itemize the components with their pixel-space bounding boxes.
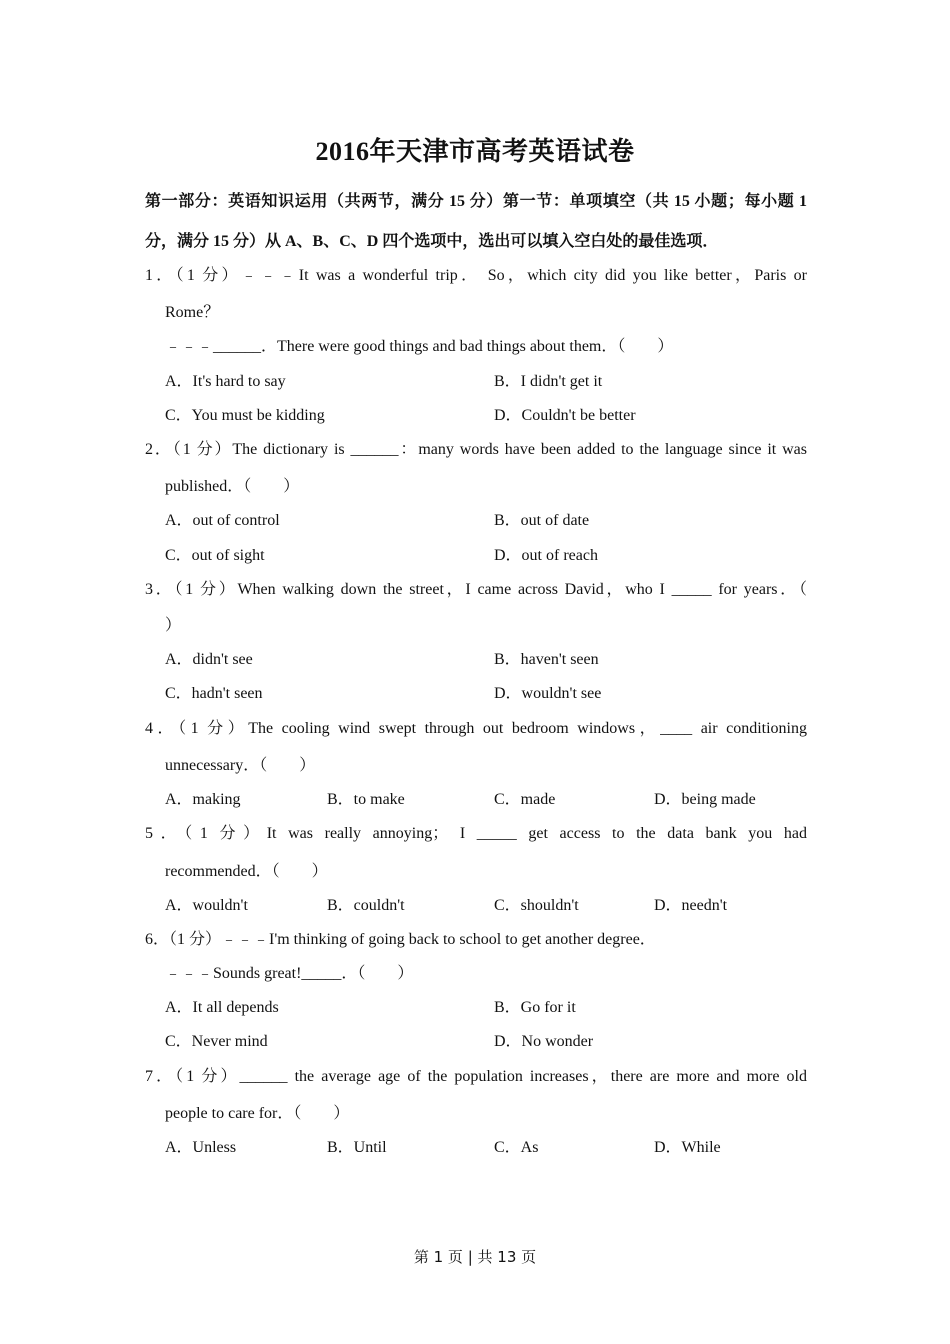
question-5-option-c: C．shouldn't xyxy=(494,897,579,914)
question-6-option-c: C．Never mind xyxy=(165,1033,268,1050)
question-5-option-d: D．needn't xyxy=(654,897,728,914)
question-4-option-d: D．being made xyxy=(654,791,756,808)
question-3-option-d: D．wouldn't see xyxy=(494,685,602,702)
question-2-stem-cont: published．（ ） xyxy=(165,478,300,495)
question-4-option-c: C．made xyxy=(494,791,556,808)
section-instructions-line-2: 分，满分 15 分）从 A、B、C、D 四个选项中，选出可以填入空白处的最佳选项． xyxy=(145,233,719,250)
question-6-option-d: D．No wonder xyxy=(494,1033,594,1050)
question-1-stem-cont: Rome？ xyxy=(165,304,220,321)
question-3-stem: 3．（1 分）When walking down the street，I came across David，who I _____ for years．（ xyxy=(145,581,807,598)
question-7-stem: 7．（1 分）______ the average age of the population increases，there are more and more old xyxy=(145,1068,807,1085)
question-1-option-c: C．You must be kidding xyxy=(165,407,325,424)
question-7-option-a: A．Unless xyxy=(165,1139,237,1156)
question-7-option-d: D．While xyxy=(654,1139,721,1156)
question-1-option-d: D．Couldn't be better xyxy=(494,407,636,424)
question-1-option-a: A．It's hard to say xyxy=(165,373,286,390)
page-footer: 第 1 页 | 共 13 页 xyxy=(413,1248,537,1266)
question-1-option-b: B．I didn't get it xyxy=(494,373,603,390)
section-instructions-line-1: 第一部分：英语知识运用（共两节，满分 15 分）第一节：单项填空（共 15 小题；每小题 1 xyxy=(145,193,807,210)
question-6-dialogue: ﹣﹣﹣Sounds great!_____．（ ） xyxy=(165,965,414,982)
question-4-option-a: A．making xyxy=(165,791,241,808)
question-6-option-b: B．Go for it xyxy=(494,999,576,1016)
question-1-dialogue: ﹣﹣﹣______．There were good things and bad things about them．（ ） xyxy=(165,338,674,355)
question-3-stem-cont: ） xyxy=(165,617,182,634)
exam-title: 2016年天津市高考英语试卷 xyxy=(315,137,635,166)
question-6-stem: 6．（1 分）﹣﹣﹣I'm thinking of going back to school to get another degree． xyxy=(145,931,656,948)
question-2-option-c: C．out of sight xyxy=(165,547,265,564)
question-1-stem: 1．（1 分）﹣﹣﹣It was a wonderful trip． So，which city did you like better，Paris or xyxy=(145,267,807,284)
question-3-option-c: C．hadn't seen xyxy=(165,685,263,702)
question-5-option-a: A．wouldn't xyxy=(165,897,248,914)
question-5-stem: 5．（1 分）It was really annoying； I _____ get access to the data bank you had xyxy=(145,825,807,842)
question-4-stem-cont: unnecessary．（ ） xyxy=(165,757,316,774)
question-3-option-b: B．haven't seen xyxy=(494,651,599,668)
question-2-stem: 2．（1 分）The dictionary is ______：many words have been added to the language since it was xyxy=(145,441,807,458)
question-2-option-a: A．out of control xyxy=(165,512,280,529)
question-7-stem-cont: people to care for．（ ） xyxy=(165,1105,350,1122)
question-7-option-c: C．As xyxy=(494,1139,539,1156)
question-2-option-b: B．out of date xyxy=(494,512,590,529)
question-5-option-b: B．couldn't xyxy=(327,897,405,914)
question-4-stem: 4．（1 分）The cooling wind swept through out bedroom windows，____ air conditioning xyxy=(145,720,807,737)
question-2-option-d: D．out of reach xyxy=(494,547,598,564)
question-6-option-a: A．It all depends xyxy=(165,999,279,1016)
question-7-option-b: B．Until xyxy=(327,1139,387,1156)
question-5-stem-cont: recommended．（ ） xyxy=(165,863,328,880)
question-3-option-a: A．didn't see xyxy=(165,651,253,668)
question-4-option-b: B．to make xyxy=(327,791,405,808)
